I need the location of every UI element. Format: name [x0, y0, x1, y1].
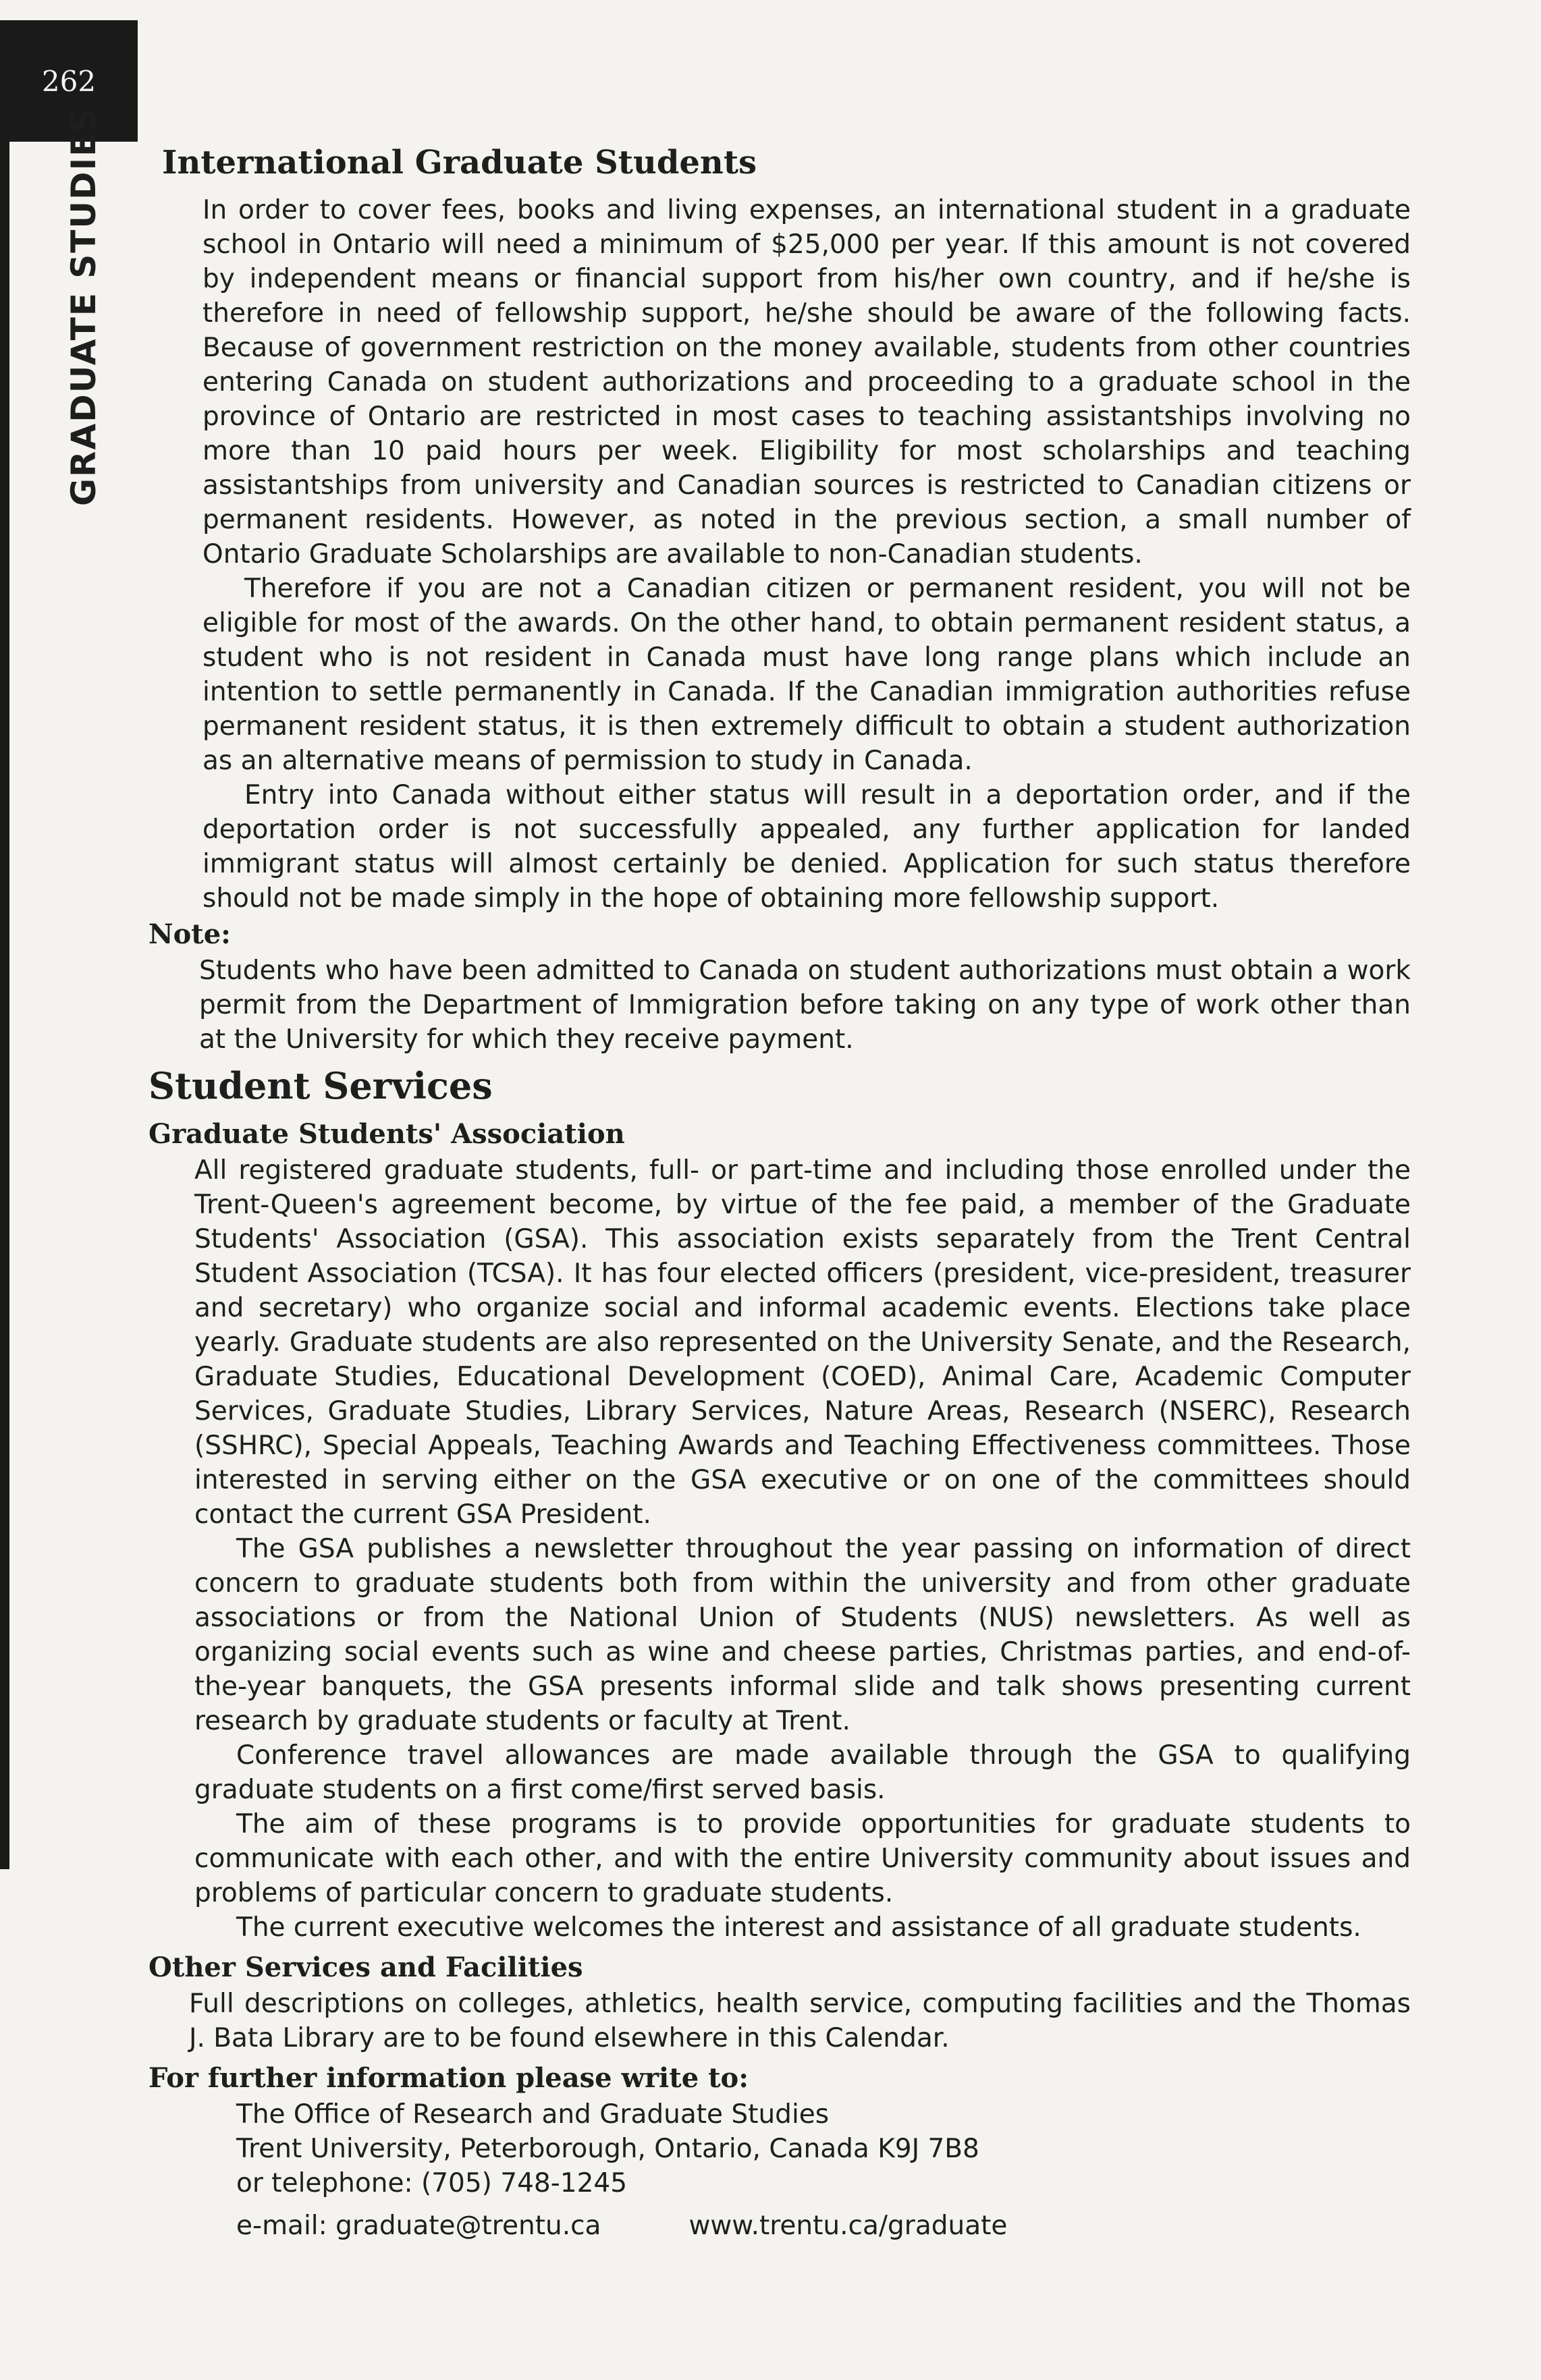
contact-line: Trent University, Peterborough, Ontario, Canada K9J 7B8 — [236, 2134, 979, 2165]
gsa-paragraph: The aim of these programs is to provide opportunities for graduate students to communicate with each other, and with the entire University community about issues and problems of particular concern to graduate students. — [194, 1809, 1411, 1909]
page-number: 262 — [0, 20, 138, 142]
other-services-body — [189, 1987, 1411, 2055]
note-text: Students who have been admitted to Canada on student authorizations must obtain a work permit from the Department of Immigration before taking on any type of work other than at the University for which they receive payment. — [199, 955, 1411, 1055]
international-paragraph: In order to cover fees, books and living expenses, an international student in a graduate school in Ontario will need a minimum of $25,000 per year. If this amount is not covered by independent means or financial support from his/her own country, and if he/she is therefore in need of fellowship support, he/she should be aware of the following facts. Because of government restriction on the money available, students from other countries entering Canada on student authorizations and proceeding to a graduate school in the province of Ontario are restricted in most cases to teaching assistantships involving no more than 10 paid hours per week. Eligibility for most scholarships and teaching assistantships from university and Canadian sources is restricted to Canadian citizens or permanent residents. However, as noted in the previous section, a small number of Ontario Graduate Scholarships are available to non-Canadian students. — [202, 194, 1411, 570]
gsa-body — [194, 1153, 1411, 1945]
contact-line: The Office of Research and Graduate Studies — [236, 2099, 830, 2130]
student-services-heading: Student Services — [148, 1063, 493, 1107]
contact-website: www.trentu.ca/graduate — [688, 2211, 1008, 2242]
section-tab-label: GRADUATE STUDIES — [64, 106, 103, 506]
contact-heading: For further information please write to: — [148, 2062, 749, 2095]
gsa-paragraph: All registered graduate students, full- or part-time and including those enrolled under the Trent-Queen's agreement become, by virtue of the fee paid, a member of the Graduate Students' Association (GSA). This association exists separately from the Trent Central Student Association (TCSA). It has four elected officers (president, vice-president, treasurer and secretary) who organize social and informal academic events. Elections take place yearly. Graduate students are also represented on the University Senate, and the Research, Graduate Studies, Educational Development (COED), Animal Care, Academic Computer Services, Graduate Studies, Library Services, Nature Areas, Research (NSERC), Research (SSHRC), Special Appeals, Teaching Awards and Teaching Effectiveness committees. Those interested in serving either on the GSA executive or on one of the committees should contact the current GSA President. — [194, 1155, 1411, 1530]
gsa-paragraph: Conference travel allowances are made available through the GSA to qualifying graduate students on a first come/first served basis. — [194, 1740, 1411, 1806]
international-heading: International Graduate Students — [162, 144, 757, 182]
note-body — [199, 953, 1411, 1057]
gsa-heading: Graduate Students' Association — [148, 1118, 625, 1151]
international-paragraph: Entry into Canada without either status will result in a deportation order, and if the deportation order is not successfully appealed, any further application for landed immigrant status will almost certainly be denied. Application for such status therefore should not be made simply in the hope of obtaining more fellowship support. — [202, 779, 1411, 914]
contact-email: e-mail: graduate@trentu.ca — [236, 2211, 601, 2242]
page-content — [148, 145, 1411, 2243]
international-paragraph: Therefore if you are not a Canadian citizen or permanent resident, you will not be eligible for most of the awards. On the other hand, to obtain permanent resident status, a student who is not resident in Canada must have long range plans which include an intention to settle permanently in Canada. If the Canadian immigration authorities refuse permanent resident status, it is then extremely difficult to obtain a student authorization as an alternative means of permission to study in Canada. — [202, 573, 1411, 776]
other-services-text: Full descriptions on colleges, athletics, health service, computing facilities and the Thomas J. Bata Library are to be found elsewhere in this Calendar. — [189, 1989, 1411, 2054]
contact-block — [236, 2097, 1411, 2243]
note-label: Note: — [148, 918, 231, 950]
gsa-paragraph: The current executive welcomes the interest and assistance of all graduate students. — [236, 1912, 1361, 1943]
international-body — [202, 193, 1411, 916]
contact-line: or telephone: (705) 748-1245 — [236, 2168, 628, 2199]
sidebar-bar — [0, 142, 9, 1869]
gsa-paragraph: The GSA publishes a newsletter throughout the year passing on information of direct concern to graduate students both from within the university and from other graduate associations or from the National Union of Students (NUS) newsletters. As well as organizing social events such as wine and cheese parties, Christmas parties, and end-of-the-year banquets, the GSA presents informal slide and talk shows presenting current research by graduate students or faculty at Trent. — [194, 1534, 1411, 1737]
other-services-heading: Other Services and Facilities — [148, 1952, 583, 1984]
